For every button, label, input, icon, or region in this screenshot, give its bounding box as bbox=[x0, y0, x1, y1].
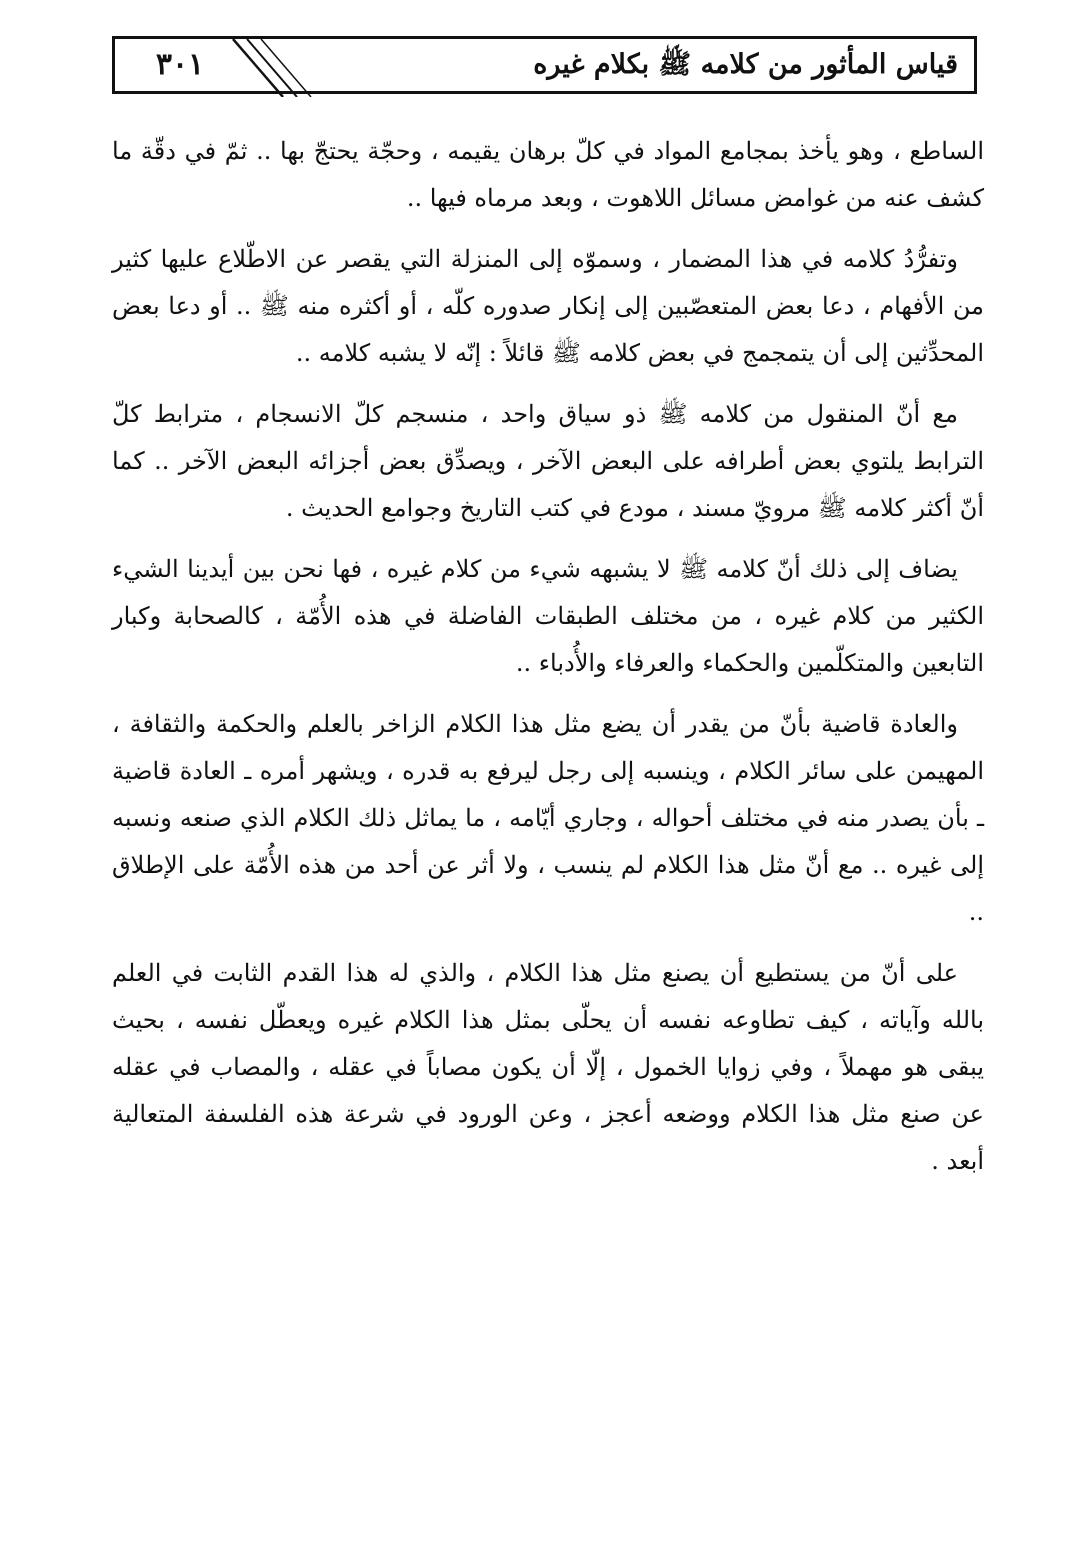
paragraph-6: على أنّ من يستطيع أن يصنع مثل هذا الكلام ، والذي له هذا القدم الثابت في العلم بالله وآياته ، كيف تطاوعه نفسه أن يحلّى بمثل هذا الكلام غيره ويعطّل نفسه ، بحيث يبقى هو مهملاً ، وفي زوايا الخمول ، إلّا أن يكون مصاباً في عقله ، والمصاب في عقله عن صنع مثل هذا الكلام ووضعه أعجز ، وعن الورود في شرعة هذه الفلسفة المتعالية أبعد . bbox=[112, 959, 984, 1175]
paragraph-1: الساطع ، وهو يأخذ بمجامع المواد في كلّ برهان يقيمه ، وحجّة يحتجّ بها .. ثمّ في دقّة ما كشف عنه من غوامض مسائل اللاهوت ، وبعد مرماه فيها .. bbox=[112, 137, 984, 212]
paragraph-3: مع أنّ المنقول من كلامه ﷺ ذو سياق واحد ، منسجم كلّ الانسجام ، مترابط كلّ الترابط يلتوي بعض أطرافه على البعض الآخر ، ويصدِّق بعض أجزائه البعض الآخر .. كما أنّ أكثر كلامه ﷺ مرويّ مسند ، مودع في كتب التاريخ وجوامع الحديث . bbox=[112, 400, 984, 522]
running-header bbox=[112, 36, 977, 94]
paragraph-2: وتفرُّدُ كلامه في هذا المضمار ، وسموّه إلى المنزلة التي يقصر عن الاطّلاع عليها كثير من الأفهام ، دعا بعض المتعصّبين إلى إنكار صدوره كلّه ، أو أكثره منه ﷺ .. أو دعا بعض المحدِّثين إلى أن يتمجمج في بعض كلامه ﷺ قائلاً : إنّه لا يشبه كلامه .. bbox=[112, 245, 984, 367]
paragraph-5: والعادة قاضية بأنّ من يقدر أن يضع مثل هذا الكلام الزاخر بالعلم والحكمة والثقافة ، المهيمن على سائر الكلام ، وينسبه إلى رجل ليرفع به قدره ، ويشهر أمره ـ العادة قاضية ـ بأن يصدر منه في مختلف أحواله ، وجاري أيّامه ، ما يماثل ذلك الكلام الذي صنعه ونسبه إلى غيره .. مع أنّ مثل هذا الكلام لم ينسب ، ولا أثر عن أحد من هذه الأُمّة على الإطلاق .. bbox=[112, 710, 985, 926]
running-title: قياس المأثور من كلامه ﷺ بكلام غيره bbox=[533, 49, 958, 80]
paragraph-4: يضاف إلى ذلك أنّ كلامه ﷺ لا يشبهه شيء من كلام غيره ، فها نحن بين أيدينا الشيء الكثير من كلام غيره ، من مختلف الطبقات الفاضلة في هذه الأُمّة ، كالصحابة وكبار التابعين والمتكلّمين والحكماء والعرفاء والأُدباء .. bbox=[112, 555, 984, 677]
body-text bbox=[112, 128, 984, 1199]
page-number: ٣٠١ bbox=[155, 47, 205, 82]
